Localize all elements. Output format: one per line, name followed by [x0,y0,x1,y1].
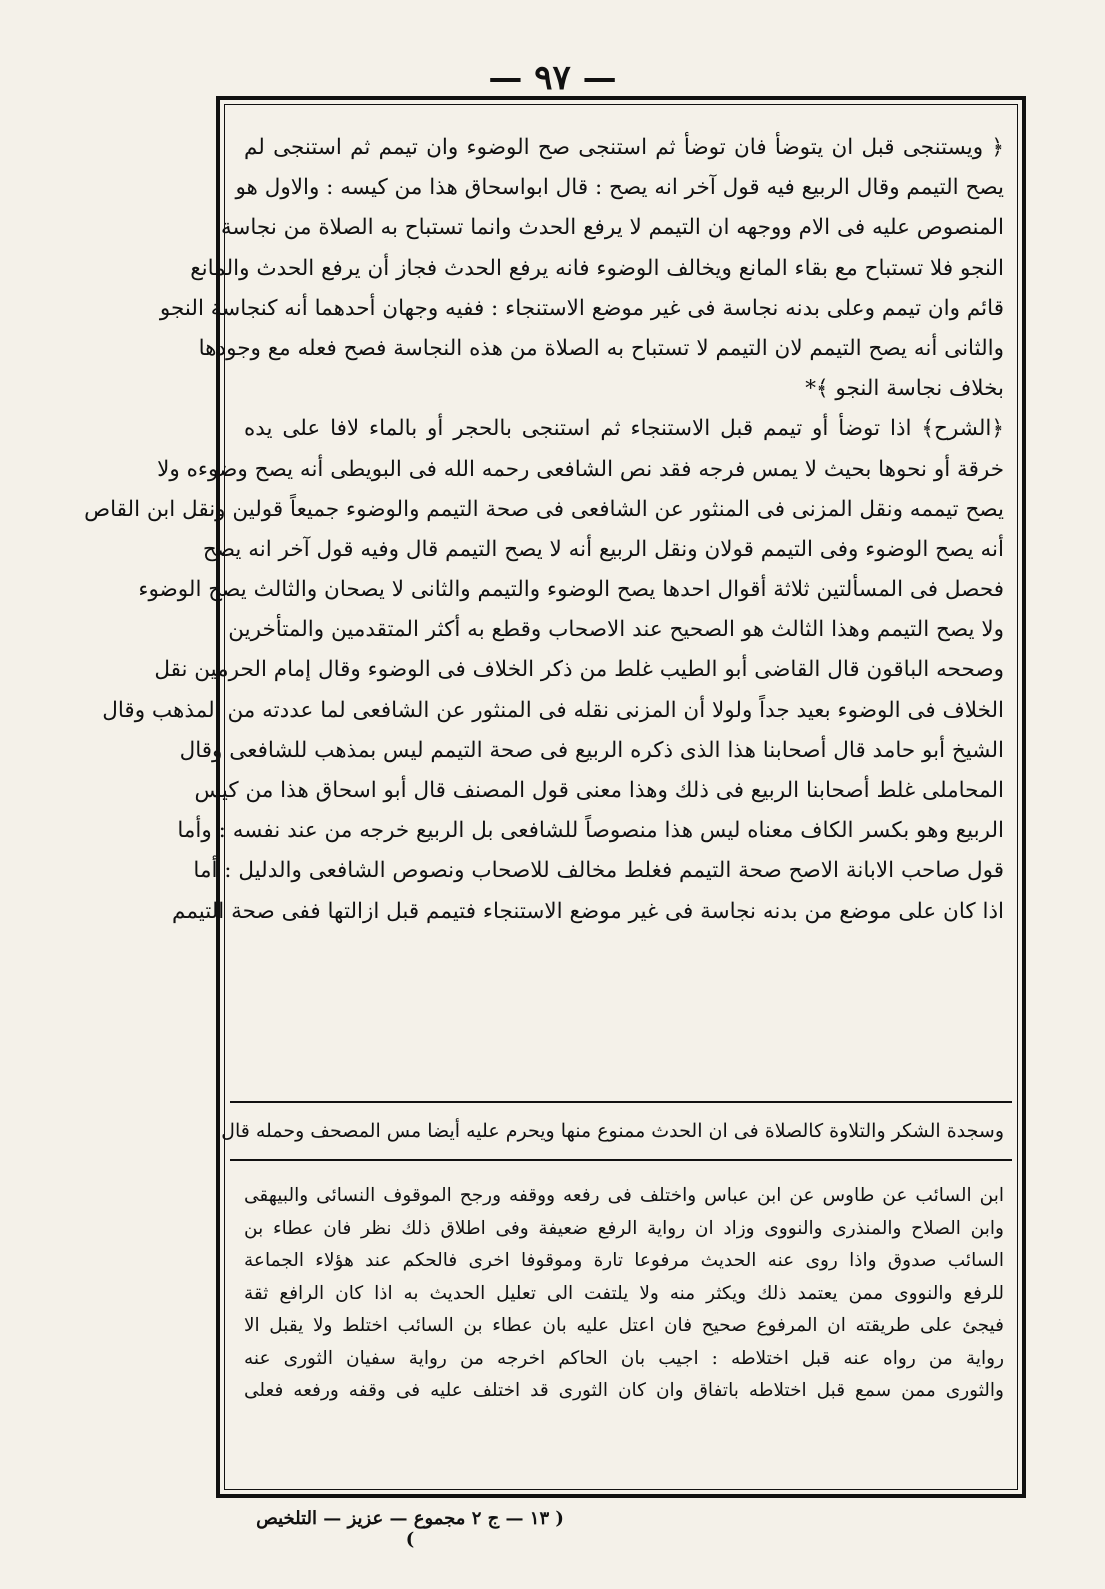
text-line: وسجدة الشكر والتلاوة كالصلاة فى ان الحدث ممنوع منها ويحرم عليه أيضا مس المصحف وحمله قال [221,1120,1004,1142]
text-line: يصح التيمم وقال الربيع فيه قول آخر انه يصح : قال ابواسحاق هذا من كيسه : والاول هو [235,175,1004,201]
text-line: قائم وان تيمم وعلى بدنه نجاسة فى غير موضع الاستنجاء : ففيه وجهان أحدهما أنه كنجاسة النجو [159,295,1004,321]
text-line: يصح تيممه ونقل المزنى فى المنثور عن الشافعى فى صحة التيمم والوضوء جميعاً قولين ونقل ابن القاص [84,496,1004,522]
text-line: المحاملى غلط أصحابنا الربيع فى ذلك وهذا معنى قول المصنف قال أبو اسحاق هذا من كيس [194,778,1004,803]
text-line: ﴿الشرح﴾ اذا توضأ أو تيمم قبل الاستنجاء ثم استنجى بالحجر أو بالماء لافا على يده [244,416,1004,442]
text-line: ابن السائب عن طاوس عن ابن عباس واختلف فى رفعه ووقفه ورجح الموقوف النسائى والبيهقى [244,1185,1004,1206]
text-line: بخلاف نجاسة النجو ﴾* [805,376,1004,402]
text-line: وصححه الباقون قال القاضى أبو الطيب غلط من ذكر الخلاف فى الوضوء وقال إمام الحرمين نقل [154,657,1004,683]
text-line: ﴿ ويستنجى قبل ان يتوضأ فان توضأ ثم استنجى صح الوضوء وان تيمم ثم استنجى لم [244,135,1004,160]
text-line: قول صاحب الابانة الاصح صحة التيمم فغلط مخالف للاصحاب ونصوص الشافعى والدليل : أما [193,858,1004,884]
text-line: والثورى ممن سمع قبل اختلاطه باتفاق وان كان الثورى قد اختلف عليه فى وقفه ورفعه فعلى [244,1380,1004,1401]
text-line: وابن الصلاح والمنذرى والنووى وزاد ان رواية الرفع ضعيفة وفى اطلاق ذلك نظر فان عطاء بن [244,1217,1004,1239]
page-frame [84,96,1026,1498]
text-line: الخلاف فى الوضوء بعيد جداً ولولا أن المزنى نقله فى المنثور عن الشافعى لما عددته من المذهب وقال [102,697,1004,723]
note-text [221,1114,1004,1148]
text-line: ولا يصح التيمم وهذا الثالث هو الصحيح عند الاصحاب وقطع به أكثر المتقدمين والمتأخرين [228,617,1004,643]
footnote-text [244,1180,1004,1408]
main-text [84,128,1004,932]
text-line: فحصل فى المسألتين ثلاثة أقوال احدها يصح الوضوء والتيمم والثانى لا يصحان والثالث يصح الوضوء [138,577,1004,603]
text-line: أنه يصح الوضوء وفى التيمم قولان ونقل الربيع أنه لا يصح التيمم قال وفيه قول آخر انه يصح [202,536,1004,562]
text-line: اذا كان على موضع من بدنه نجاسة فى غير موضع الاستنجاء فتيمم قبل ازالتها ففى صحة التيمم [172,898,1004,924]
section-divider [230,1159,1012,1161]
text-line: النجو فلا تستباح مع بقاء المانع ويخالف الوضوء فانه يرفع الحدث فجاز أن يرفع الحدث والمانع [190,255,1004,281]
print-signature: ( ١٣ — ج ٢ مجموع — عزيز — التلخيص ) [256,1508,564,1550]
text-line: الشيخ أبو حامد قال أصحابنا هذا الذى ذكره الربيع فى صحة التيمم ليس بمذهب للشافعى وقال [179,737,1004,763]
text-line: فيجئ على طريقته ان المرفوع صحيح فان اعتل عليه بان عطاء بن السائب اختلط ولا يقبل الا [244,1315,1004,1336]
text-line: خرقة أو نحوها بحيث لا يمس فرجه فقد نص الشافعى رحمه الله فى البويطى أنه يصح وضوءه ولا [157,456,1004,482]
text-line: المنصوص عليه فى الام ووجهه ان التيمم لا يرفع الحدث وانما تستباح به الصلاة من نجاسة [220,215,1004,241]
section-divider [230,1101,1012,1103]
text-line: للرفع والنووى ممن يعتمد ذلك ويكثر منه ولا يلتفت الى تعليل الحديث به اذا كان الرافع ثقة [244,1282,1004,1304]
text-line: رواية من رواه عنه قبل اختلاطه : اجيب بان الحاكم اخرجه من رواية سفيان الثورى عنه [244,1347,1004,1369]
text-line: والثانى أنه يصح التيمم لان التيمم لا تستباح به الصلاة من هذه النجاسة فصح فعله مع وجودها [198,335,1004,361]
text-line: الربيع وهو بكسر الكاف معناه ليس هذا منصوصاً للشافعى بل الربيع خرجه من عند نفسه : وأما [177,818,1004,844]
text-line: السائب صدوق واذا روى عنه الحديث مرفوعا تارة وموقوفا اخرى فالحكم عند هؤلاء الجماعة [244,1250,1004,1271]
page-number: — ٩٧ — [488,58,617,98]
